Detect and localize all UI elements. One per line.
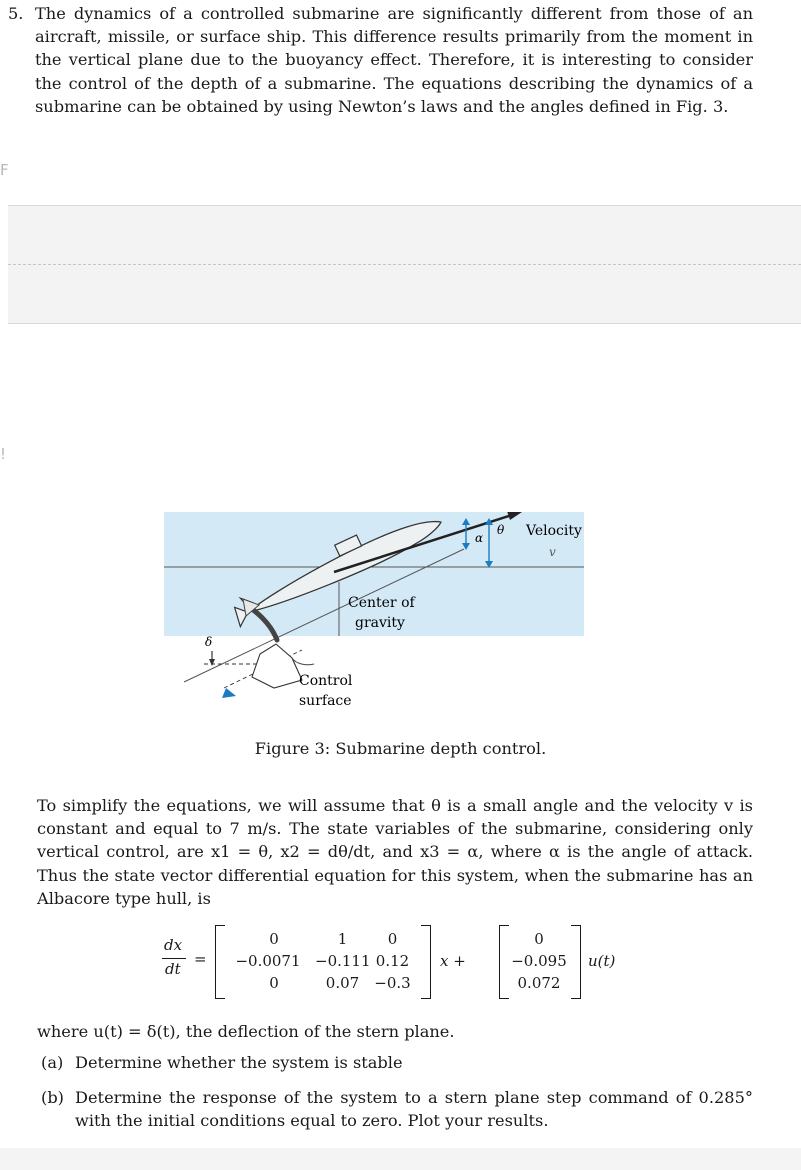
b-r3: 0.072	[517, 974, 561, 992]
control-surface-pointer	[292, 658, 314, 665]
a-r1c1: 0	[269, 930, 279, 948]
control-surface-label-2: surface	[299, 693, 352, 709]
part-b	[41, 1086, 753, 1132]
a-r3c3: −0.3	[374, 974, 411, 992]
velocity-symbol: v	[549, 545, 556, 559]
assumptions-paragraph: To simplify the equations, we will assume that θ is a small angle and the velocity v is constant and equal to 7 m/s. The state variables of the submarine, considering only vertical control, are x1 = θ, x2 = dθ/dt, and x3 = α, where α is the angle of attack. Thus the state vector differential equation for this system, when the submarine has an Albacore type hull, is	[37, 796, 753, 908]
part-a-text: Determine whether the system is stable	[75, 1053, 403, 1072]
state-equation	[160, 925, 640, 1000]
edge-mark-f: F	[0, 161, 9, 179]
a-r3c2: 0.07	[325, 974, 360, 992]
input-u: u(t)	[588, 952, 616, 970]
a-r1c3: 0	[387, 930, 398, 948]
where-text: where u(t) = δ(t), the deflection of the stern plane.	[37, 1022, 455, 1041]
alpha-label: α	[475, 531, 484, 545]
edge-mark-excl: !	[0, 445, 7, 463]
control-surface-shape	[252, 644, 302, 688]
lhs-denominator: dt	[165, 960, 181, 978]
matrix-a-left-bracket	[215, 925, 225, 999]
velocity-label: Velocity	[526, 523, 582, 539]
a-r2c2: −0.111	[315, 952, 371, 970]
b-r2: −0.095	[511, 952, 567, 970]
delta-label: δ	[205, 635, 213, 649]
blank-gray-band	[8, 205, 801, 324]
intro-text: The dynamics of a controlled submarine are significantly different from those of an aircraft, missile, or surface ship. This difference results primarily from the moment in the vertical plane due to the buoyancy effect. Therefore, it is interesting to consider the control of the depth of a submarine. The equations describing the dynamics of a submarine can be obtained by using Newton’s laws and the angles defined in Fig. 3.	[35, 4, 753, 116]
figure-caption: Figure 3: Submarine depth control.	[254, 739, 547, 758]
a-r1c2: 1	[337, 930, 348, 948]
part-a-label: (a)	[41, 1053, 64, 1072]
problem-intro	[8, 2, 753, 118]
submarine-figure	[164, 512, 604, 717]
part-b-text: Determine the response of the system to a stern plane step command of 0.285° with the initial conditions equal to zero. Plot your results.	[75, 1088, 753, 1131]
part-a	[41, 1051, 753, 1074]
part-b-label: (b)	[41, 1088, 64, 1107]
center-of-gravity-label-1: Center of	[348, 595, 415, 611]
a-r3c1: 0	[269, 974, 279, 992]
theta-label: θ	[497, 523, 505, 537]
a-r2c1: −0.0071	[235, 952, 301, 970]
deflection-arrowhead	[222, 688, 236, 698]
vector-b-right-bracket	[571, 925, 581, 999]
a-r2c3: 0.12	[375, 952, 410, 970]
b-r1: 0	[534, 930, 544, 948]
control-surface-label-1: Control	[299, 673, 353, 689]
center-of-gravity-label-2: gravity	[355, 615, 405, 631]
equals-sign: =	[194, 950, 207, 968]
footer-strip	[0, 1148, 801, 1170]
matrix-a-right-bracket	[421, 925, 431, 999]
lhs-numerator: dx	[164, 936, 183, 954]
problem-number: 5.	[8, 4, 24, 23]
x-plus: x +	[440, 952, 466, 970]
